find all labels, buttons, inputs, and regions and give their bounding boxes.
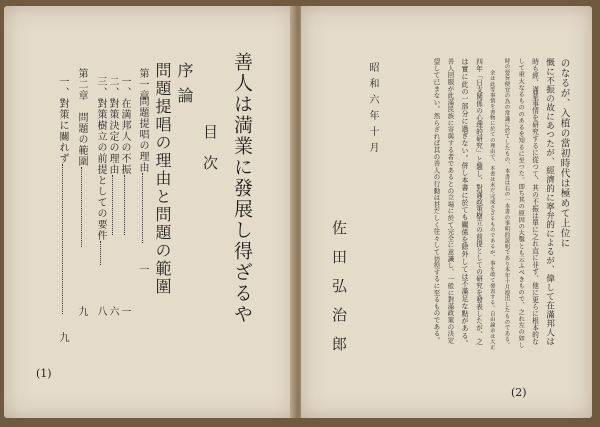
leader-dots [100, 241, 101, 265]
toc-section-1-page: 一 [119, 306, 130, 317]
toc-section-2 [107, 76, 117, 235]
toc-chapter-1-page: 一 [137, 264, 148, 275]
left-page [4, 6, 295, 418]
toc-chapter-1-label: 第一章 [137, 68, 148, 101]
toc-chapter-2-section-1-page: 九 [57, 332, 68, 343]
body-column-5: 時の要旨便宜の為の常識に於てしたもの、本書は右の一本書の事明的説明であり本年十月提出したものである。 [503, 58, 510, 348]
body-column-6: 余は此等事情を書物に於ての理由で、本書は未だ完成さざるものであるが、事を敢て發表する。自由論余は大正 [489, 70, 496, 350]
page-number-right: (2) [511, 386, 527, 399]
toc-chapter-2 [76, 68, 86, 247]
part-title: 問題提唱の理由と問題の範圍 [153, 62, 172, 296]
toc-section-2-page: 六 [107, 306, 118, 317]
leader-dots [62, 164, 63, 314]
leader-dots [81, 167, 82, 247]
toc-section-2-text: 二、對策決定の理由 [107, 76, 118, 175]
leader-dots [124, 175, 125, 235]
toc-title: 目次 [201, 124, 219, 186]
body-column-7: 四年「日支関係の心理的研究」と題し、對滿政策樹立の前提としての研究を發表したが、之 [474, 58, 483, 345]
toc-chapter-2-text: 第二章 問題の範圍 [76, 68, 87, 167]
toc-chapter-2-section-1 [57, 76, 67, 314]
leader-dots [112, 175, 113, 235]
toc-section-3 [95, 76, 105, 265]
page-number-left: (1) [36, 367, 52, 380]
toc-section-3-page: 八 [95, 306, 106, 317]
date-line: 昭和六年十月 [367, 62, 378, 158]
right-page [301, 6, 592, 418]
body-column-8: は實に此の一部分に過ぎない。併し本書に於ても關係を除外しては不滿足な點がある。 [461, 58, 469, 347]
motto-heading: 善人は満業に發展し得ざるや [231, 52, 253, 325]
toc-section-1 [119, 76, 129, 235]
author-name: 佐田弘治郎 [330, 220, 348, 365]
toc-section-1-text: 一、在満邦人の不振 [119, 76, 130, 175]
body-column-10: 望して已まない。然らざれば其の善人の行動は甚だしく往々して彷徨するに至るものである。 [432, 58, 441, 344]
body-column-9: 善人回服が此滿民族に寄與する者であるとの立場に於て完全に意識し、一般に對滿政策の決定 [446, 58, 455, 344]
body-column-3: 時も經、滿蒙事情を研究するに從つて、其の不振は單に之れ直に非ず、他に更らに根本的な [530, 58, 539, 345]
toc-chapter-2-section-1-text: 一、對策に關れず [57, 76, 68, 164]
toc-chapter-2-page: 九 [76, 306, 87, 317]
body-column-1: のなるが、入植の當初時代は極めて上位に [558, 58, 570, 248]
toc-chapter-1-title [137, 96, 147, 243]
leader-dots [142, 173, 143, 243]
preface-heading: 序論 [175, 62, 194, 112]
body-column-2: 慨に不振の故にあつたが、經濟的に寧弁的によるが、偉して在滿邦人は [544, 58, 555, 346]
toc-chapter-1-title-text: 問題提唱の理由 [137, 96, 148, 173]
toc-section-3-text: 三、對策樹立の前提としての要件 [95, 76, 106, 241]
body-column-4: して重大なるもののあるを知るに至つた。即ち其の原因の大鑿とも云ふべきもので、之れ左の如し [517, 58, 525, 349]
